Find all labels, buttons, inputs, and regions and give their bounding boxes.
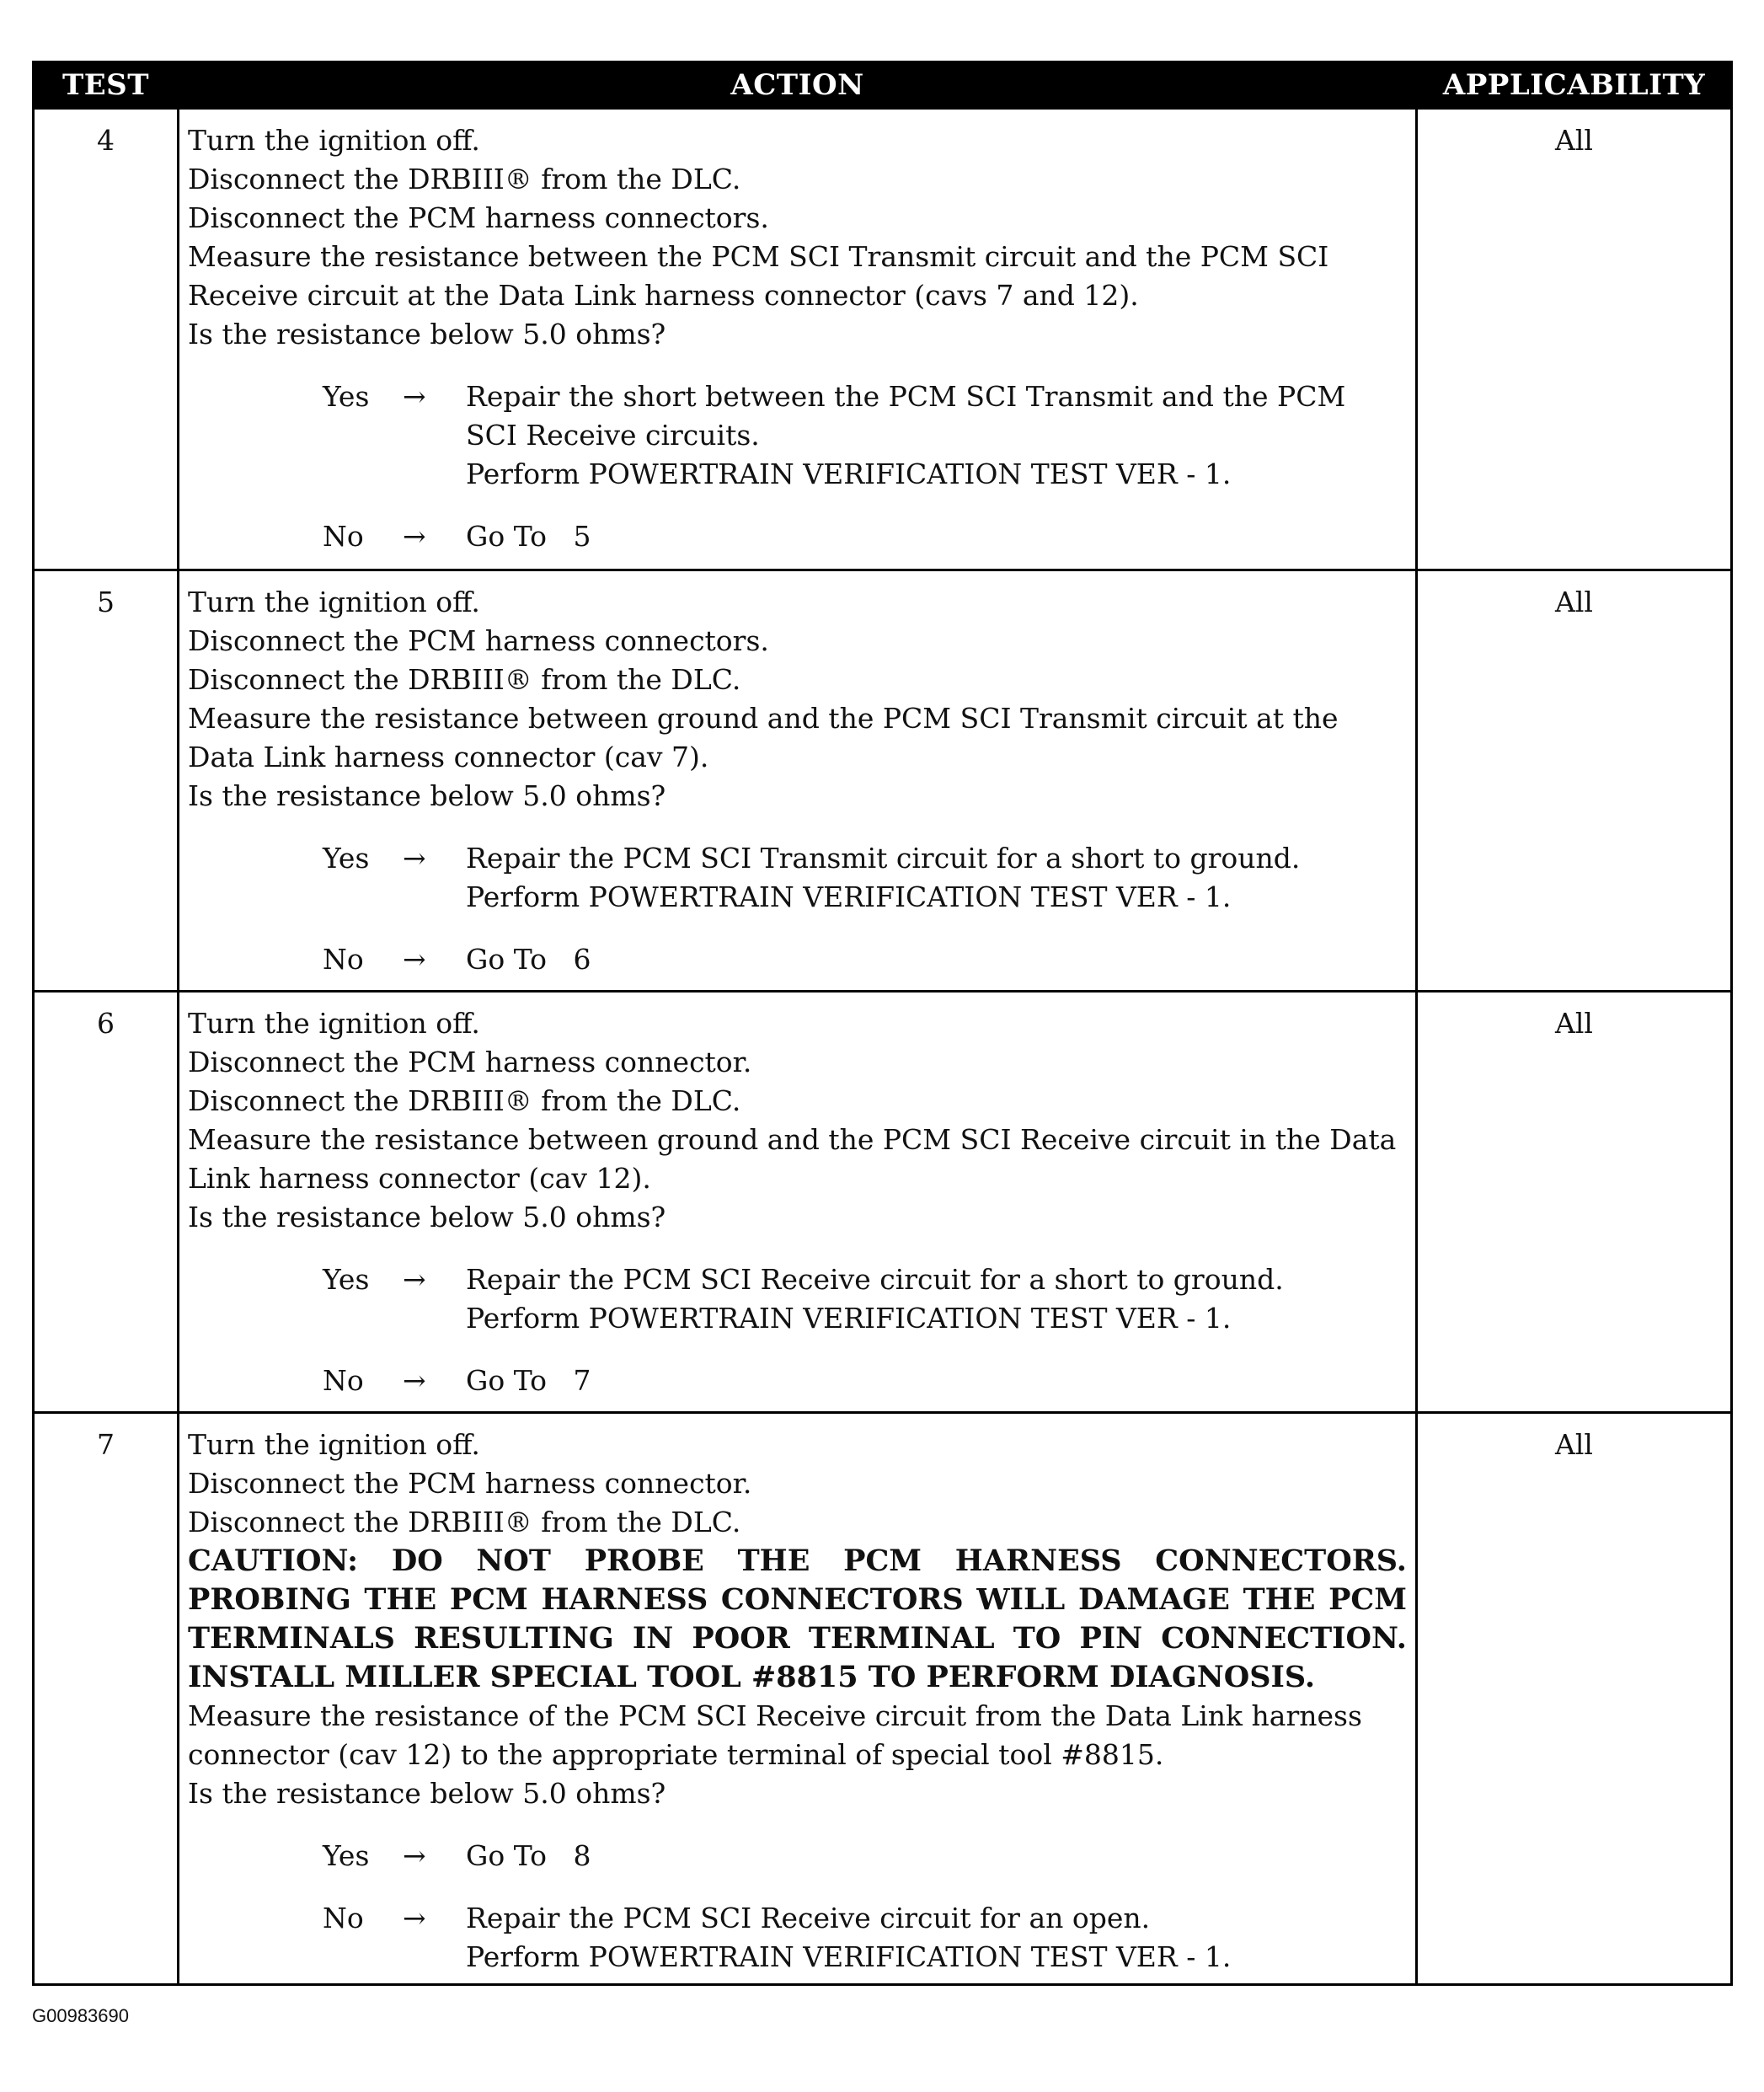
applicability-column-header: APPLICABILITY	[1417, 62, 1732, 109]
yes-label: Yes	[323, 1839, 370, 1872]
action-step: Disconnect the DRBIII® from the DLC.	[188, 663, 741, 696]
no-outcome	[323, 1362, 1407, 1400]
action-question: Is the resistance below 5.0 ohms?	[188, 1201, 666, 1233]
action-step: Disconnect the PCM harness connector.	[188, 1467, 752, 1500]
action-step: Disconnect the DRBIII® from the DLC.	[188, 163, 741, 195]
applicability-value: All	[1417, 570, 1732, 992]
applicability-value: All	[1417, 992, 1732, 1413]
table-row	[34, 1413, 1732, 1985]
yes-label: Yes	[323, 842, 370, 875]
action-cell	[179, 109, 1417, 570]
yes-outcome	[323, 839, 1407, 917]
outcome-result	[466, 839, 1407, 917]
right-arrow-icon: →	[403, 842, 426, 875]
action-column-header: ACTION	[179, 62, 1417, 109]
outcome-text: Repair the PCM SCI Transmit circuit for a short to ground.	[466, 842, 1301, 875]
no-label: No	[323, 943, 364, 976]
no-outcome	[323, 517, 1407, 556]
action-cell	[179, 570, 1417, 992]
test-number: 5	[34, 570, 179, 992]
action-step: Measure the resistance of the PCM SCI Receive circuit from the Data Link harness connector (cav 12) to the appropriate terminal of special tool #8815.	[188, 1699, 1362, 1771]
outcome-result	[466, 1837, 1407, 1875]
right-arrow-icon: →	[403, 1364, 426, 1397]
outcome-text: Perform POWERTRAIN VERIFICATION TEST VER - 1.	[466, 1940, 1232, 1973]
table-row	[34, 992, 1732, 1413]
yes-outcome	[323, 377, 1407, 494]
outcome-text: Go To 7	[466, 1364, 591, 1397]
applicability-value: All	[1417, 109, 1732, 570]
outcome-text: Perform POWERTRAIN VERIFICATION TEST VER - 1.	[466, 457, 1232, 490]
no-outcome	[323, 940, 1407, 979]
right-arrow-icon: →	[403, 943, 426, 976]
right-arrow-icon: →	[403, 1902, 426, 1934]
right-arrow-icon: →	[403, 380, 426, 413]
yes-outcome	[323, 1260, 1407, 1338]
action-step: Turn the ignition off.	[188, 1007, 480, 1040]
outcome-text: Perform POWERTRAIN VERIFICATION TEST VER - 1.	[466, 1302, 1232, 1335]
action-step: Disconnect the DRBIII® from the DLC.	[188, 1084, 741, 1117]
outcome-result	[466, 1260, 1407, 1338]
applicability-value: All	[1417, 1413, 1732, 1985]
outcome-result	[466, 517, 1407, 556]
outcome-result	[466, 940, 1407, 979]
outcome-text: Repair the PCM SCI Receive circuit for a short to ground.	[466, 1263, 1284, 1296]
no-label: No	[323, 520, 364, 553]
no-outcome	[323, 1899, 1407, 1977]
yes-label: Yes	[323, 1263, 370, 1296]
no-label: No	[323, 1364, 364, 1397]
yes-label: Yes	[323, 380, 370, 413]
action-step: Disconnect the DRBIII® from the DLC.	[188, 1506, 741, 1538]
right-arrow-icon: →	[403, 1839, 426, 1872]
action-question: Is the resistance below 5.0 ohms?	[188, 1777, 666, 1810]
table-header-row	[34, 62, 1732, 109]
diagnostic-test-table	[32, 61, 1733, 1986]
outcome-text: Repair the PCM SCI Receive circuit for an open.	[466, 1902, 1151, 1934]
outcome-text: Perform POWERTRAIN VERIFICATION TEST VER - 1.	[466, 880, 1232, 913]
action-step: Disconnect the PCM harness connectors.	[188, 201, 769, 234]
action-step: Turn the ignition off.	[188, 586, 480, 618]
test-number: 4	[34, 109, 179, 570]
table-row	[34, 109, 1732, 570]
action-cell	[179, 1413, 1417, 1985]
outcome-result	[466, 1362, 1407, 1400]
action-question: Is the resistance below 5.0 ohms?	[188, 318, 666, 350]
caution-notice: CAUTION: DO NOT PROBE THE PCM HARNESS CONNECTORS. PROBING THE PCM HARNESS CONNECTORS WILL DAMAGE THE PCM TERMINALS RESULTING IN POOR TERMINAL TO PIN CONNECTION. INSTALL MILLER SPECIAL TOOL #8815 TO PERFORM DIAGNOSIS.	[188, 1544, 1407, 1694]
test-column-header: TEST	[34, 62, 179, 109]
test-number: 7	[34, 1413, 179, 1985]
action-question: Is the resistance below 5.0 ohms?	[188, 779, 666, 812]
test-number: 6	[34, 992, 179, 1413]
action-step: Measure the resistance between ground and the PCM SCI Transmit circuit at the Data Link harness connector (cav 7).	[188, 702, 1339, 773]
outcome-result	[466, 377, 1407, 494]
no-label: No	[323, 1902, 364, 1934]
action-cell	[179, 992, 1417, 1413]
figure-id: G00983690	[32, 2005, 129, 2026]
outcome-text: Go To 6	[466, 943, 591, 976]
action-step: Turn the ignition off.	[188, 124, 480, 157]
right-arrow-icon: →	[403, 1263, 426, 1296]
table-row	[34, 570, 1732, 992]
diagnostic-test-table-container	[32, 61, 1730, 1986]
outcome-result	[466, 1899, 1407, 1977]
action-step: Measure the resistance between ground and the PCM SCI Receive circuit in the Data Link harness connector (cav 12).	[188, 1123, 1397, 1195]
outcome-text: Go To 8	[466, 1839, 591, 1872]
action-step: Measure the resistance between the PCM SCI Transmit circuit and the PCM SCI Receive circuit at the Data Link harness connector (cavs 7 and 12).	[188, 240, 1329, 312]
yes-outcome	[323, 1837, 1407, 1875]
right-arrow-icon: →	[403, 520, 426, 553]
action-step: Disconnect the PCM harness connectors.	[188, 624, 769, 657]
outcome-text: Go To 5	[466, 520, 591, 553]
outcome-text: Repair the short between the PCM SCI Transmit and the PCM SCI Receive circuits.	[466, 380, 1346, 452]
action-step: Disconnect the PCM harness connector.	[188, 1046, 752, 1078]
action-step: Turn the ignition off.	[188, 1428, 480, 1461]
